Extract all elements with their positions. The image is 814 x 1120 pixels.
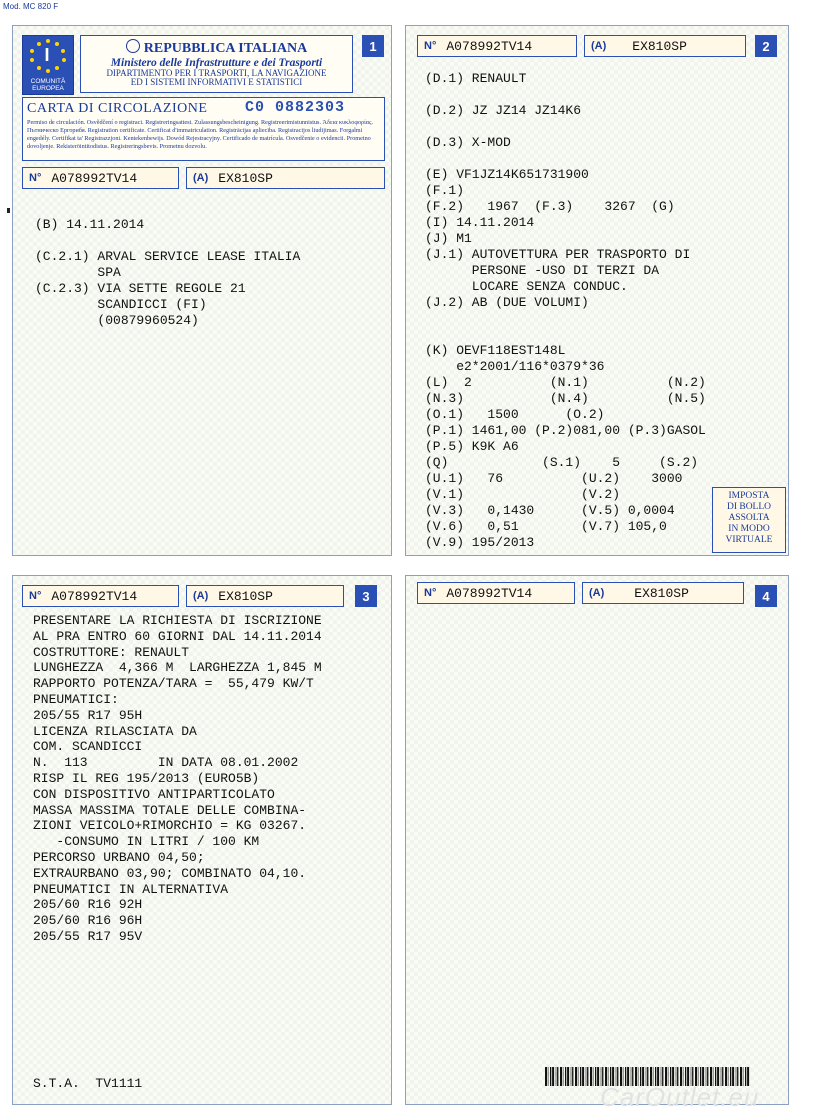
panel-3-notes: PRESENTARE LA RICHIESTA DI ISCRIZIONE AL PRA ENTRO 60 GIORNI DAL 14.11.2014 COSTRUTTORE: RENAULT LUNGHEZZA 4,366 M LARGHEZZA 1,845 M RAPPORTO POTENZA/TARA = 55,479 KW/T PNEUMATICI: 205/55 R17 95H LICENZA RILASCIATA DA COM. SCANDICCI N. 113 IN DATA 08.01.2002 RISP IL REG 195/2013 (EURO5B) CON DISPOSITIVO ANTIPARTICOLATO MASSA MASSIMA TOTALE DELLE COMBINA- ZIONI VEICOLO+RIMORCHIO = KG 03267. -CONSUMO IN LITRI / 100 KM PERCORSO URBANO 04,50; EXTRAURBANO 03,90; COMBINATO 04,10. PNEUMATICI IN ALTERNATIVA 205/60 R16 92H 205/60 R16 96H 205/55 R17 95V bbox=[33, 613, 322, 944]
no-label: N° bbox=[29, 172, 42, 184]
department-line-1: DIPARTIMENTO PER I TRASPORTI, LA NAVIGAZIONE bbox=[106, 68, 327, 78]
a-label: (A) bbox=[193, 590, 209, 602]
registration-number: A078992TV14 bbox=[51, 588, 138, 604]
stamp-duty-line: DI BOLLO bbox=[726, 502, 772, 512]
card-title-translations: Permiso de circulación. Osvědčení o registraci. Registreringsattest. Zulassungsbescheinigung. Registreerimistunnistus. Άδεια κυκλοφορίας. Пътническо Ергорибя. Registration certificate. Certificat d'immatriculation. Registrācijas apliecība. Registracijos liudijimas. Forgalmi engedély. Certifikat ta' Registrazzjoni. Kentekenbewijs. Dowód Rejestracyjny. Certificado de matrícula. Osvedčenie o evidencii. Prometno dovoljenje. Rekisteröintitodistus. Registreringsbevis. Prometnu dozvolu. bbox=[27, 119, 374, 150]
plate-number: EX810SP bbox=[634, 585, 689, 601]
sta-footer: S.T.A. TV1111 bbox=[33, 1076, 143, 1091]
punch-mark bbox=[7, 208, 10, 213]
a-label: (A) bbox=[591, 40, 607, 52]
republic-header bbox=[80, 35, 353, 93]
stamp-duty-line: IMPOSTA bbox=[728, 491, 770, 501]
registration-number-box bbox=[417, 582, 575, 604]
no-label: N° bbox=[29, 590, 42, 602]
a-label: (A) bbox=[193, 172, 209, 184]
plate-box bbox=[584, 35, 746, 57]
no-label: N° bbox=[424, 40, 437, 52]
registration-number: A078992TV14 bbox=[446, 585, 533, 601]
card-title-box bbox=[22, 97, 385, 161]
watermark: CarOutlet.eu bbox=[600, 1082, 760, 1112]
eu-flag: I COMUNITÀ EUROPEA bbox=[22, 35, 74, 95]
panel-4 bbox=[405, 575, 789, 1105]
panel-number-2: 2 bbox=[755, 35, 777, 57]
plate-box bbox=[186, 167, 385, 189]
plate-number: EX810SP bbox=[632, 38, 687, 54]
registration-number: A078992TV14 bbox=[51, 170, 138, 186]
panel-number-1: 1 bbox=[362, 35, 384, 57]
panel-number-4: 4 bbox=[755, 585, 777, 607]
panel-1-fields: (B) 14.11.2014 (C.2.1) ARVAL SERVICE LEASE ITALIA SPA (C.2.3) VIA SETTE REGOLE 21 SCANDICCI (FI) (00879960524) bbox=[35, 217, 301, 328]
registration-number: A078992TV14 bbox=[446, 38, 533, 54]
eu-label: COMUNITÀ EUROPEA bbox=[30, 78, 66, 92]
card-title: CARTA DI CIRCOLAZIONE bbox=[27, 101, 208, 116]
plate-box bbox=[582, 582, 744, 604]
registration-number-box bbox=[22, 585, 179, 607]
model-code: Mod. MC 820 F bbox=[3, 2, 59, 11]
plate-box bbox=[186, 585, 344, 607]
plate-number: EX810SP bbox=[218, 170, 273, 186]
no-label: N° bbox=[424, 587, 437, 599]
registration-number-box bbox=[22, 167, 179, 189]
emblem-icon bbox=[126, 39, 140, 53]
republic-title: REPUBBLICA ITALIANA bbox=[143, 41, 308, 56]
stamp-duty-box bbox=[712, 487, 786, 553]
registration-number-box bbox=[417, 35, 577, 57]
a-label: (A) bbox=[589, 587, 605, 599]
stamp-duty-line: VIRTUALE bbox=[725, 535, 773, 545]
ministry-name: Ministero delle Infrastrutture e dei Trasporti bbox=[110, 57, 323, 69]
panel-number-3: 3 bbox=[355, 585, 377, 607]
card-number: C0 0882303 bbox=[245, 99, 346, 116]
plate-number: EX810SP bbox=[218, 588, 273, 604]
stamp-duty-line: IN MODO bbox=[728, 524, 770, 534]
panel-2-fields: (D.1) RENAULT (D.2) JZ JZ14 JZ14K6 (D.3) X-MOD (E) VF1JZ14K651731900 (F.1) (F.2) 1967 (F.3) 3267 (G) (I) 14.11.2014 (J) M1 (J.1) AUTOVETTURA PER TRASPORTO DI PERSONE -USO DI TERZI DA LOCARE SENZA CONDUC. (J.2) AB (DUE VOLUMI) (K) OEVF118EST148L e2*2001/116*0379*36 (L) 2 (N.1) (N.2) (N.3) (N.4) (N.5) (O.1) 1500 (O.2) (P.1) 1461,00 (P.2)081,00 (P.3)GASOL (P.5) K9K A6 (Q) (S.1) 5 (S.2) (U.1) 76 (U.2) 3000 (V.1) (V.2) (V.3) 0,1430 (V.5) 0,0004 (V.6) 0,51 (V.7) 105,0 (V.9) 195/2013 bbox=[425, 71, 706, 550]
stamp-duty-line: ASSOLTA bbox=[728, 513, 770, 523]
department-line-2: ED I SISTEMI INFORMATIVI E STATISTICI bbox=[130, 77, 303, 87]
